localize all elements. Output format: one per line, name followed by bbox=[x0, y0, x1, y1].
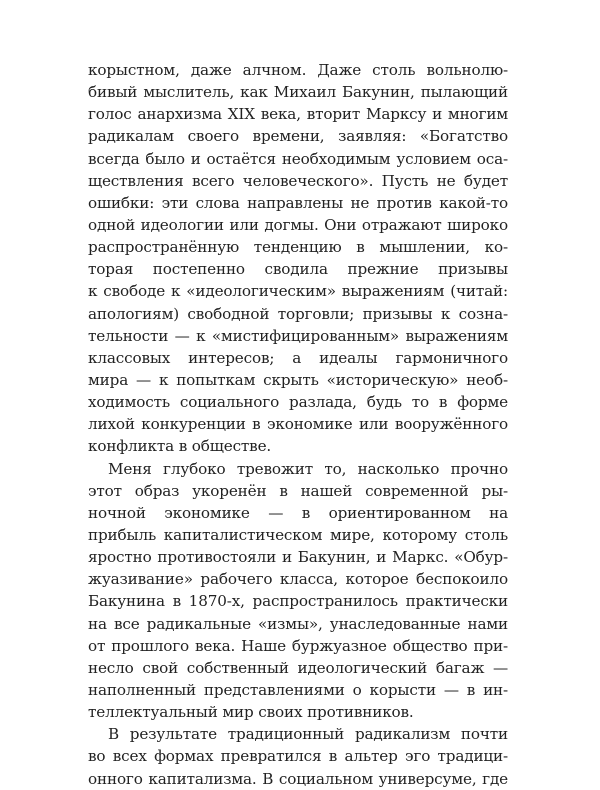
text-line: жуазивание» рабочего класса, которое беспокоило bbox=[88, 570, 508, 589]
text-line: радикалам своего времени, заявляя: «Богатство bbox=[88, 127, 508, 146]
text-line: классовых интересов; а идеалы гармоничного bbox=[88, 348, 508, 367]
paragraph-1 bbox=[88, 59, 508, 458]
text-line: распространённую тенденцию в мышлении, ко- bbox=[88, 238, 508, 257]
text-line: наполненный представлениями о корысти — в ин- bbox=[88, 680, 508, 699]
text-line: голос анархизма XIX века, вторит Марксу и многим bbox=[88, 105, 508, 124]
text-line: Бакунина в 1870-х, распространилось практически bbox=[88, 592, 508, 611]
text-line: ществления всего человеческого». Пусть не будет bbox=[88, 171, 508, 190]
text-line: к свободе к «идеологическим» выражениям (читай: bbox=[88, 282, 508, 301]
text-line: мира — к попыткам скрыть «историческую» необ- bbox=[88, 370, 508, 389]
text-line: В результате традиционный радикализм почти bbox=[108, 725, 508, 744]
text-line: онного капитализма. В социальном универсуме, где bbox=[88, 769, 508, 788]
text-line: торая постепенно сводила прежние призывы bbox=[88, 260, 508, 279]
text-line: этот образ укоренён в нашей современной ры- bbox=[88, 481, 508, 500]
text-line: тельности — к «мистифицированным» выражениям bbox=[88, 326, 508, 345]
text-line: конфликта в обществе. bbox=[88, 437, 272, 456]
text-line: ходимость социального разлада, будь то в форме bbox=[88, 393, 508, 412]
text-line: прибыль капиталистическом мире, которому столь bbox=[88, 525, 508, 544]
text-line: бивый мыслитель, как Михаил Бакунин, пылающий bbox=[88, 83, 508, 102]
text-line: корыстном, даже алчном. Даже столь вольнолю- bbox=[88, 61, 508, 79]
text-line: яростно противостояли и Бакунин, и Маркс. «Обур- bbox=[88, 548, 508, 567]
text-line: на все радикальные «измы», унаследованные нами bbox=[88, 614, 508, 633]
text-line: всегда было и остаётся необходимым условием оса- bbox=[88, 149, 508, 168]
page-text bbox=[88, 59, 508, 790]
text-line: несло свой собственный идеологический багаж — bbox=[88, 658, 508, 677]
text-line: одной идеологии или догмы. Они отражают широко bbox=[88, 215, 508, 234]
text-line: от прошлого века. Наше буржуазное общество при- bbox=[88, 636, 508, 655]
text-line: ошибки: эти слова направлены не против какой-то bbox=[88, 193, 508, 212]
text-line: ночной экономике — в ориентированном на bbox=[88, 503, 508, 522]
paragraph-3 bbox=[88, 723, 508, 789]
text-line: апологиям) свободной торговли; призывы к созна- bbox=[88, 304, 508, 323]
text-line: лихой конкуренции в экономике или вооружённого bbox=[88, 415, 508, 434]
text-line: теллектуальный мир своих противников. bbox=[88, 703, 414, 722]
text-line: во всех формах превратился в альтер эго традици- bbox=[88, 747, 508, 766]
text-line: Меня глубоко тревожит то, насколько прочно bbox=[108, 459, 508, 478]
paragraph-2 bbox=[88, 458, 508, 724]
